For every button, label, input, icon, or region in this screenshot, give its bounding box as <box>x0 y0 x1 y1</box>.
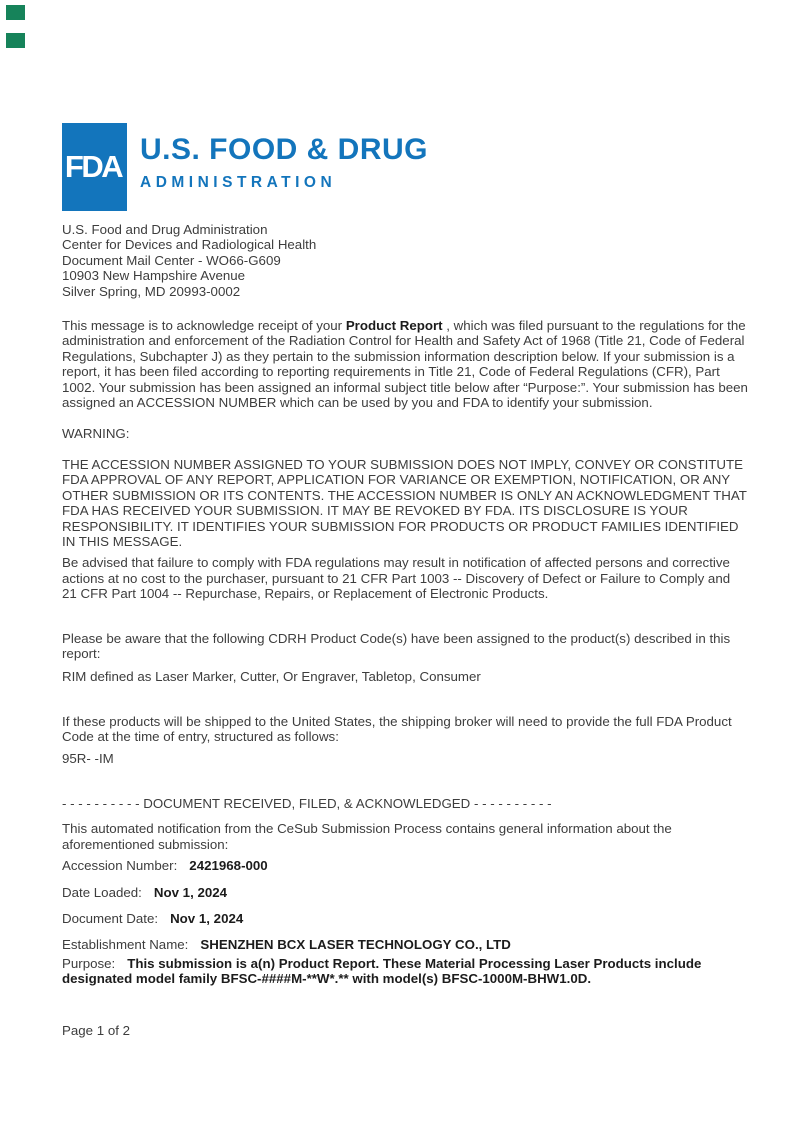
intro-paragraph <box>62 318 748 410</box>
warning-paragraph: THE ACCESSION NUMBER ASSIGNED TO YOUR SUBMISSION DOES NOT IMPLY, CONVEY OR CONSTITUTE FDA APPROVAL OF ANY REPORT, APPLICATION FOR VARIANCE OR EXEMPTION, NOTIFICATION, OR ANY OTHER SUBMISSION OR ITS CONTENTS. THE ACCESSION NUMBER IS ONLY AN ACKNOWLEDGMENT THAT FDA HAS RECEIVED YOUR SUBMISSION. IT MAY BE REVOKED BY FDA. ITS DISCLOSURE IS YOUR RESPONSIBILITY. IT IDENTIFIES YOUR SUBMISSION FOR PRODUCTS OR PRODUCT FAMILIES IDENTIFIED IN THIS MESSAGE. <box>62 456 747 549</box>
product-codes-paragraph: Please be aware that the following CDRH Product Code(s) have been assigned to the product(s) described in this report: <box>62 630 731 661</box>
intro-text-continued: , which was filed pursuant to the regulations for the administration and enforcement of the Radiation Control for Health and Safety Act of 1968 (Title 21, Code of Federal Regulations, Subchapter J) as they pertain to the submission information description below. If your submission is a report, it has been filed according to reporting requirements in Title 21, Code of Federal Regulations (CFR), Part 1002. Your submission has been assigned an informal subject title below after “Purpose:”. Your submission has been assigned an ACCESSION NUMBER which can be used by you and FDA to identify your submission. <box>62 318 748 411</box>
agency-name: U.S. FOOD & DRUG <box>140 133 429 166</box>
acknowledgment-divider: - - - - - - - - - - DOCUMENT RECEIVED, FILED, & ACKNOWLEDGED - - - - - - - - - - <box>62 795 552 811</box>
purpose-value: This submission is a(n) Product Report. These Material Processing Laser Products include designated model family BFSC-####M-**W*.** with model(s) BFSC-1000M-BHW1.0D. <box>62 955 702 987</box>
address-line: 10903 New Hampshire Avenue <box>62 268 246 284</box>
product-code-definition: RIM defined as Laser Marker, Cutter, Or Engraver, Tabletop, Consumer <box>62 669 481 685</box>
warning-heading: WARNING: <box>62 426 130 442</box>
address-line: Silver Spring, MD 20993-0002 <box>62 283 241 299</box>
address-line: U.S. Food and Drug Administration <box>62 222 268 237</box>
agency-subtitle: ADMINISTRATION <box>140 174 337 191</box>
document-date-label: Document Date: <box>62 911 159 926</box>
agency-wordmark <box>140 123 428 192</box>
accession-number-value: 2421968-000 <box>189 858 268 874</box>
accession-number-label: Accession Number: <box>62 858 178 874</box>
fda-product-code: 95R- -IM <box>62 750 114 766</box>
establishment-name-label: Establishment Name: <box>62 937 189 953</box>
address-line: Center for Devices and Radiological Health <box>62 237 317 253</box>
purpose-label: Purpose: <box>62 955 116 971</box>
document-content <box>62 0 748 1038</box>
advisory-paragraph: Be advised that failure to comply with FDA regulations may result in notification of affected persons and corrective actions at no cost to the purchaser, pursuant to 21 CFR Part 1003 -- Discovery of Defect or Failure to Comply and 21 CFR Part 1004 -- Repurchase, Repairs, or Replacement of Electronic Products. <box>62 555 731 602</box>
address-line: Document Mail Center - WO66-G609 <box>62 252 281 268</box>
corner-mark-bottom <box>6 33 25 48</box>
accession-number-row <box>62 858 748 873</box>
automated-notification-note: This automated notification from the CeSub Submission Process contains general information about the aforementioned submission: <box>62 821 672 852</box>
corner-mark-top <box>6 5 25 20</box>
shipping-paragraph: If these products will be shipped to the United States, the shipping broker will need to provide the full FDA Product Code at the time of entry, structured as follows: <box>62 713 732 745</box>
intro-text: This message is to acknowledge receipt of your <box>62 318 346 334</box>
date-loaded-label: Date Loaded: <box>62 884 142 900</box>
report-type: Product Report <box>345 318 443 334</box>
establishment-name-value: SHENZHEN BCX LASER TECHNOLOGY CO., LTD <box>200 937 511 953</box>
establishment-name-row <box>62 937 748 952</box>
fda-logo <box>62 123 748 211</box>
purpose-row <box>62 956 748 987</box>
document-date-value: Nov 1, 2024 <box>170 911 244 926</box>
date-loaded-value: Nov 1, 2024 <box>153 884 228 900</box>
fda-acronym: FDA <box>64 149 122 184</box>
document-date-row <box>62 911 748 926</box>
page-indicator: Page 1 of 2 <box>62 1022 131 1038</box>
fda-logo-icon <box>62 123 127 211</box>
date-loaded-row <box>62 885 748 900</box>
agency-address-block <box>62 222 748 299</box>
